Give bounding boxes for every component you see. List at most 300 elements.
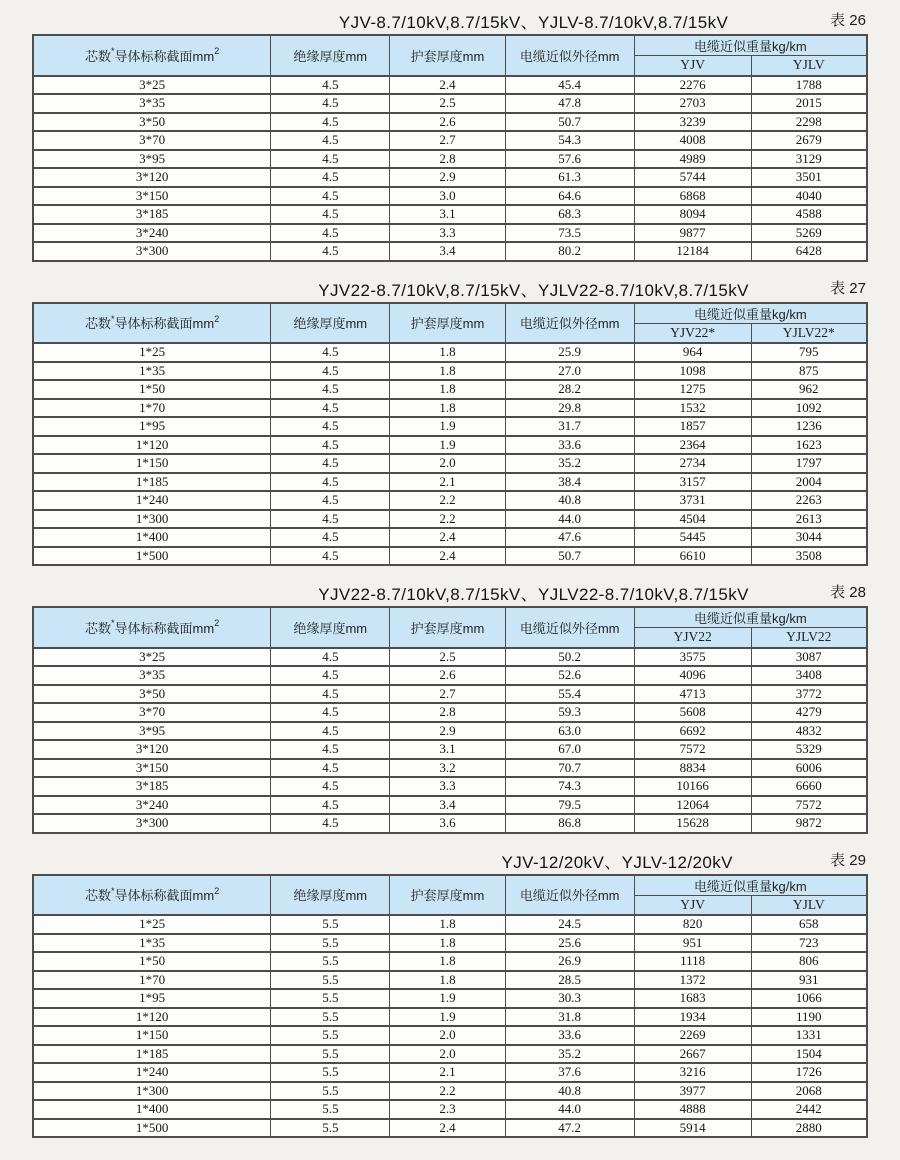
- outer-diameter-cell: 47.6: [505, 528, 634, 547]
- sheath-thickness-cell: 1.9: [390, 417, 505, 436]
- insulation-thickness-cell: 5.5: [271, 1100, 390, 1119]
- spec-label-part: 芯数: [84, 48, 111, 64]
- sheath-thickness-cell: 3.1: [390, 205, 505, 224]
- header-row-main: [33, 303, 867, 324]
- spec-cell: 3*300: [33, 814, 271, 833]
- sheath-thickness-cell: 2.9: [390, 722, 505, 741]
- sheath-thickness-cell: 3.4: [390, 796, 505, 815]
- spec-footnote-mark: *: [111, 313, 115, 324]
- column-header-diameter: 电缆近似外径mm: [505, 303, 634, 344]
- weight-col2-cell: 7572: [751, 796, 867, 815]
- sheath-thickness-cell: 2.6: [390, 113, 505, 132]
- spec-cell: 1*70: [33, 971, 271, 990]
- weight-col1-cell: 2703: [634, 94, 751, 113]
- sheath-thickness-cell: 2.7: [390, 685, 505, 704]
- table-title-row: [32, 847, 868, 871]
- outer-diameter-cell: 47.2: [505, 1119, 634, 1138]
- header-row-main: [33, 35, 867, 56]
- spec-cell: 3*240: [33, 796, 271, 815]
- outer-diameter-cell: 50.7: [505, 113, 634, 132]
- weight-col2-cell: 5269: [751, 224, 867, 243]
- table-row: [33, 417, 867, 436]
- table-section: [32, 275, 868, 567]
- outer-diameter-cell: 33.6: [505, 1026, 634, 1045]
- weight-col2-cell: 2068: [751, 1082, 867, 1101]
- sheath-thickness-cell: 2.5: [390, 648, 505, 667]
- sheath-thickness-cell: 1.8: [390, 343, 505, 362]
- table-row: [33, 510, 867, 529]
- spec-cell: 1*185: [33, 473, 271, 492]
- spec-cell: 3*25: [33, 648, 271, 667]
- sheath-thickness-cell: 2.6: [390, 666, 505, 685]
- table-section: [32, 847, 868, 1139]
- outer-diameter-cell: 28.5: [505, 971, 634, 990]
- spec-cell: 1*25: [33, 915, 271, 934]
- spec-label-part: 导体标称截面mm: [114, 888, 215, 904]
- insulation-thickness-cell: 4.5: [271, 362, 390, 381]
- outer-diameter-cell: 40.8: [505, 491, 634, 510]
- weight-col2-cell: 4040: [751, 187, 867, 206]
- weight-col2-cell: 9872: [751, 814, 867, 833]
- table-row: [33, 952, 867, 971]
- table-row: [33, 491, 867, 510]
- weight-col2-cell: 2263: [751, 491, 867, 510]
- weight-col1-cell: 8834: [634, 759, 751, 778]
- table-row: [33, 648, 867, 667]
- weight-col1-cell: 2269: [634, 1026, 751, 1045]
- spec-cell: 1*95: [33, 417, 271, 436]
- insulation-thickness-cell: 5.5: [271, 1026, 390, 1045]
- insulation-thickness-cell: 4.5: [271, 205, 390, 224]
- table-section: [32, 7, 868, 262]
- column-header-spec: [33, 607, 271, 648]
- table-row: [33, 740, 867, 759]
- table-body: [33, 648, 867, 833]
- weight-col2-cell: 723: [751, 934, 867, 953]
- weight-subcolumn-header: YJV22: [634, 628, 751, 648]
- weight-col1-cell: 964: [634, 343, 751, 362]
- sheath-thickness-cell: 2.2: [390, 491, 505, 510]
- table-title-row: [32, 7, 868, 31]
- weight-col2-cell: 1066: [751, 989, 867, 1008]
- spec-cell: 1*150: [33, 1026, 271, 1045]
- sheath-thickness-cell: 1.9: [390, 1008, 505, 1027]
- outer-diameter-cell: 45.4: [505, 76, 634, 95]
- weight-col1-cell: 4888: [634, 1100, 751, 1119]
- outer-diameter-cell: 70.7: [505, 759, 634, 778]
- weight-col1-cell: 5608: [634, 703, 751, 722]
- table-row: [33, 722, 867, 741]
- spec-cell: 3*185: [33, 777, 271, 796]
- insulation-thickness-cell: 5.5: [271, 1119, 390, 1138]
- insulation-thickness-cell: 4.5: [271, 76, 390, 95]
- table-row: [33, 814, 867, 833]
- weight-col1-cell: 5914: [634, 1119, 751, 1138]
- spec-label-part: 芯数: [84, 888, 111, 904]
- weight-col2-cell: 4279: [751, 703, 867, 722]
- weight-subcolumn-header: YJLV22: [751, 628, 867, 648]
- spec-cell: 3*95: [33, 722, 271, 741]
- table-title: YJV22-8.7/10kV,8.7/15kV、YJLV22-8.7/10kV,8.7/15kV: [318, 585, 749, 604]
- sheath-thickness-cell: 3.1: [390, 740, 505, 759]
- table-row: [33, 454, 867, 473]
- outer-diameter-cell: 25.6: [505, 934, 634, 953]
- spec-cell: 3*35: [33, 94, 271, 113]
- table-number: 表 27: [830, 279, 866, 297]
- insulation-thickness-cell: 4.5: [271, 399, 390, 418]
- sheath-thickness-cell: 2.3: [390, 1100, 505, 1119]
- outer-diameter-cell: 67.0: [505, 740, 634, 759]
- weight-col1-cell: 4504: [634, 510, 751, 529]
- outer-diameter-cell: 47.8: [505, 94, 634, 113]
- weight-col2-cell: 1797: [751, 454, 867, 473]
- outer-diameter-cell: 38.4: [505, 473, 634, 492]
- table-row: [33, 168, 867, 187]
- weight-col1-cell: 1683: [634, 989, 751, 1008]
- column-header-sheath: 护套厚度mm: [390, 35, 505, 76]
- insulation-thickness-cell: 4.5: [271, 685, 390, 704]
- weight-subcolumn-header: YJV: [634, 56, 751, 76]
- spec-cell: 3*240: [33, 224, 271, 243]
- weight-col1-cell: 6868: [634, 187, 751, 206]
- table-body: [33, 915, 867, 1137]
- spec-cell: 3*70: [33, 703, 271, 722]
- column-header-spec: [33, 875, 271, 916]
- insulation-thickness-cell: 4.5: [271, 777, 390, 796]
- insulation-thickness-cell: 4.5: [271, 473, 390, 492]
- outer-diameter-cell: 63.0: [505, 722, 634, 741]
- insulation-thickness-cell: 4.5: [271, 648, 390, 667]
- column-header-insulation: 绝缘厚度mm: [271, 35, 390, 76]
- table-row: [33, 473, 867, 492]
- weight-col2-cell: 3087: [751, 648, 867, 667]
- outer-diameter-cell: 73.5: [505, 224, 634, 243]
- table-title-row: [32, 579, 868, 603]
- outer-diameter-cell: 86.8: [505, 814, 634, 833]
- weight-col2-cell: 1331: [751, 1026, 867, 1045]
- weight-col1-cell: 1532: [634, 399, 751, 418]
- weight-col1-cell: 10166: [634, 777, 751, 796]
- spec-cell: 3*150: [33, 187, 271, 206]
- sheath-thickness-cell: 2.8: [390, 703, 505, 722]
- sheath-thickness-cell: 1.8: [390, 362, 505, 381]
- weight-col1-cell: 951: [634, 934, 751, 953]
- column-header-weight: 电缆近似重量kg/km: [634, 303, 867, 324]
- weight-col2-cell: 3501: [751, 168, 867, 187]
- insulation-thickness-cell: 5.5: [271, 1082, 390, 1101]
- insulation-thickness-cell: 4.5: [271, 242, 390, 261]
- outer-diameter-cell: 61.3: [505, 168, 634, 187]
- table-body: [33, 343, 867, 565]
- insulation-thickness-cell: 5.5: [271, 1063, 390, 1082]
- sheath-thickness-cell: 2.7: [390, 131, 505, 150]
- table-row: [33, 113, 867, 132]
- outer-diameter-cell: 31.8: [505, 1008, 634, 1027]
- column-header-insulation: 绝缘厚度mm: [271, 303, 390, 344]
- weight-col1-cell: 15628: [634, 814, 751, 833]
- weight-col2-cell: 3508: [751, 547, 867, 566]
- spec-cell: 1*500: [33, 547, 271, 566]
- insulation-thickness-cell: 4.5: [271, 168, 390, 187]
- weight-col1-cell: 6610: [634, 547, 751, 566]
- spec-superscript: 2: [214, 313, 220, 324]
- table-row: [33, 224, 867, 243]
- spec-cell: 1*120: [33, 436, 271, 455]
- weight-col1-cell: 4989: [634, 150, 751, 169]
- table-row: [33, 528, 867, 547]
- outer-diameter-cell: 55.4: [505, 685, 634, 704]
- insulation-thickness-cell: 4.5: [271, 131, 390, 150]
- weight-col2-cell: 806: [751, 952, 867, 971]
- outer-diameter-cell: 64.6: [505, 187, 634, 206]
- insulation-thickness-cell: 4.5: [271, 814, 390, 833]
- outer-diameter-cell: 52.6: [505, 666, 634, 685]
- column-header-weight: 电缆近似重量kg/km: [634, 875, 867, 896]
- table-header: [33, 607, 867, 648]
- table-header: [33, 875, 867, 916]
- insulation-thickness-cell: 4.5: [271, 759, 390, 778]
- insulation-thickness-cell: 4.5: [271, 796, 390, 815]
- sheath-thickness-cell: 2.4: [390, 547, 505, 566]
- spec-footnote-mark: *: [111, 618, 115, 629]
- column-header-diameter: 电缆近似外径mm: [505, 875, 634, 916]
- insulation-thickness-cell: 4.5: [271, 740, 390, 759]
- spec-cell: 3*120: [33, 740, 271, 759]
- outer-diameter-cell: 25.9: [505, 343, 634, 362]
- table-title: YJV-12/20kV、YJLV-12/20kV: [501, 852, 733, 872]
- spec-cell: 1*300: [33, 510, 271, 529]
- weight-col1-cell: 12064: [634, 796, 751, 815]
- weight-col2-cell: 6660: [751, 777, 867, 796]
- sheath-thickness-cell: 2.5: [390, 94, 505, 113]
- spec-label-part: 导体标称截面mm: [114, 48, 215, 64]
- table-title: YJV22-8.7/10kV,8.7/15kV、YJLV22-8.7/10kV,8.7/15kV: [318, 280, 749, 300]
- table-row: [33, 187, 867, 206]
- weight-col2-cell: 3129: [751, 150, 867, 169]
- sheath-thickness-cell: 2.4: [390, 1119, 505, 1138]
- table-row: [33, 1063, 867, 1082]
- spec-superscript: 2: [214, 885, 220, 896]
- spec-cell: 3*70: [33, 131, 271, 150]
- spec-label-part: 导体标称截面mm: [114, 316, 215, 332]
- insulation-thickness-cell: 4.5: [271, 722, 390, 741]
- insulation-thickness-cell: 4.5: [271, 150, 390, 169]
- outer-diameter-cell: 35.2: [505, 1045, 634, 1064]
- table-row: [33, 436, 867, 455]
- table-row: [33, 666, 867, 685]
- spec-cell: 3*300: [33, 242, 271, 261]
- table-row: [33, 547, 867, 566]
- spec-superscript: 2: [214, 618, 220, 629]
- weight-col2-cell: 2880: [751, 1119, 867, 1138]
- spec-label-part: 导体标称截面mm: [114, 620, 215, 636]
- outer-diameter-cell: 24.5: [505, 915, 634, 934]
- weight-col1-cell: 6692: [634, 722, 751, 741]
- sheath-thickness-cell: 1.9: [390, 989, 505, 1008]
- table-row: [33, 1119, 867, 1138]
- insulation-thickness-cell: 5.5: [271, 989, 390, 1008]
- insulation-thickness-cell: 4.5: [271, 113, 390, 132]
- sheath-thickness-cell: 1.8: [390, 399, 505, 418]
- outer-diameter-cell: 31.7: [505, 417, 634, 436]
- sheath-thickness-cell: 2.0: [390, 1045, 505, 1064]
- outer-diameter-cell: 29.8: [505, 399, 634, 418]
- weight-col2-cell: 962: [751, 380, 867, 399]
- spec-label-part: 芯数: [84, 316, 111, 332]
- sheath-thickness-cell: 1.8: [390, 971, 505, 990]
- insulation-thickness-cell: 5.5: [271, 934, 390, 953]
- sheath-thickness-cell: 1.9: [390, 436, 505, 455]
- table-body: [33, 76, 867, 261]
- insulation-thickness-cell: 5.5: [271, 971, 390, 990]
- spec-cell: 1*240: [33, 491, 271, 510]
- insulation-thickness-cell: 4.5: [271, 417, 390, 436]
- sheath-thickness-cell: 2.4: [390, 76, 505, 95]
- table-number: 表 29: [830, 851, 866, 869]
- weight-col2-cell: 2613: [751, 510, 867, 529]
- spec-cell: 1*400: [33, 1100, 271, 1119]
- weight-col1-cell: 5744: [634, 168, 751, 187]
- weight-col1-cell: 3575: [634, 648, 751, 667]
- table-row: [33, 205, 867, 224]
- sheath-thickness-cell: 1.8: [390, 934, 505, 953]
- weight-col1-cell: 2667: [634, 1045, 751, 1064]
- weight-col1-cell: 3977: [634, 1082, 751, 1101]
- spec-cell: 3*120: [33, 168, 271, 187]
- spec-cell: 1*150: [33, 454, 271, 473]
- table-row: [33, 1082, 867, 1101]
- outer-diameter-cell: 54.3: [505, 131, 634, 150]
- header-row-main: [33, 875, 867, 896]
- weight-col2-cell: 658: [751, 915, 867, 934]
- spec-cell: 1*50: [33, 952, 271, 971]
- sheath-thickness-cell: 3.3: [390, 224, 505, 243]
- table-title-row: [32, 275, 868, 299]
- weight-col1-cell: 1372: [634, 971, 751, 990]
- spec-cell: 3*150: [33, 759, 271, 778]
- insulation-thickness-cell: 4.5: [271, 187, 390, 206]
- column-header-insulation: 绝缘厚度mm: [271, 875, 390, 916]
- sheath-thickness-cell: 2.0: [390, 1026, 505, 1045]
- table-row: [33, 362, 867, 381]
- table-row: [33, 777, 867, 796]
- weight-col2-cell: 6428: [751, 242, 867, 261]
- table-header: [33, 303, 867, 344]
- outer-diameter-cell: 40.8: [505, 1082, 634, 1101]
- insulation-thickness-cell: 4.5: [271, 703, 390, 722]
- table-row: [33, 1008, 867, 1027]
- weight-col1-cell: 9877: [634, 224, 751, 243]
- outer-diameter-cell: 26.9: [505, 952, 634, 971]
- weight-subcolumn-header: YJLV22*: [751, 323, 867, 343]
- sheath-thickness-cell: 3.6: [390, 814, 505, 833]
- spec-label-part: 芯数: [84, 620, 111, 636]
- weight-col1-cell: 12184: [634, 242, 751, 261]
- outer-diameter-cell: 50.2: [505, 648, 634, 667]
- spec-cell: 1*35: [33, 362, 271, 381]
- column-header-insulation: 绝缘厚度mm: [271, 607, 390, 648]
- spec-table: [32, 874, 868, 1139]
- weight-col2-cell: 1623: [751, 436, 867, 455]
- outer-diameter-cell: 80.2: [505, 242, 634, 261]
- outer-diameter-cell: 79.5: [505, 796, 634, 815]
- spec-cell: 1*95: [33, 989, 271, 1008]
- sheath-thickness-cell: 2.8: [390, 150, 505, 169]
- table-row: [33, 242, 867, 261]
- insulation-thickness-cell: 4.5: [271, 547, 390, 566]
- outer-diameter-cell: 68.3: [505, 205, 634, 224]
- sheath-thickness-cell: 2.0: [390, 454, 505, 473]
- table-row: [33, 759, 867, 778]
- table-row: [33, 94, 867, 113]
- outer-diameter-cell: 50.7: [505, 547, 634, 566]
- table-row: [33, 1100, 867, 1119]
- sheath-thickness-cell: 1.8: [390, 952, 505, 971]
- insulation-thickness-cell: 5.5: [271, 1008, 390, 1027]
- weight-col1-cell: 3239: [634, 113, 751, 132]
- sheath-thickness-cell: 3.0: [390, 187, 505, 206]
- insulation-thickness-cell: 4.5: [271, 94, 390, 113]
- outer-diameter-cell: 59.3: [505, 703, 634, 722]
- table-row: [33, 1045, 867, 1064]
- column-header-sheath: 护套厚度mm: [390, 303, 505, 344]
- sheath-thickness-cell: 1.8: [390, 915, 505, 934]
- outer-diameter-cell: 30.3: [505, 989, 634, 1008]
- table-section: [32, 579, 868, 834]
- weight-col1-cell: 8094: [634, 205, 751, 224]
- weight-col2-cell: 3772: [751, 685, 867, 704]
- weight-col2-cell: 2015: [751, 94, 867, 113]
- weight-col1-cell: 3157: [634, 473, 751, 492]
- weight-col1-cell: 4096: [634, 666, 751, 685]
- table-row: [33, 796, 867, 815]
- insulation-thickness-cell: 4.5: [271, 510, 390, 529]
- weight-col2-cell: 1236: [751, 417, 867, 436]
- table-row: [33, 703, 867, 722]
- column-header-diameter: 电缆近似外径mm: [505, 607, 634, 648]
- table-row: [33, 150, 867, 169]
- column-header-weight: 电缆近似重量kg/km: [634, 35, 867, 56]
- weight-col1-cell: 820: [634, 915, 751, 934]
- outer-diameter-cell: 33.6: [505, 436, 634, 455]
- weight-col2-cell: 875: [751, 362, 867, 381]
- column-header-spec: [33, 303, 271, 344]
- weight-col1-cell: 3731: [634, 491, 751, 510]
- weight-subcolumn-header: YJLV: [751, 56, 867, 76]
- weight-col1-cell: 1934: [634, 1008, 751, 1027]
- spec-table: [32, 34, 868, 262]
- spec-footnote-mark: *: [111, 885, 115, 896]
- sheath-thickness-cell: 2.2: [390, 510, 505, 529]
- spec-cell: 1*300: [33, 1082, 271, 1101]
- table-header: [33, 35, 867, 76]
- weight-col2-cell: 4588: [751, 205, 867, 224]
- insulation-thickness-cell: 4.5: [271, 343, 390, 362]
- spec-table: [32, 606, 868, 834]
- table-row: [33, 76, 867, 95]
- weight-col2-cell: 3044: [751, 528, 867, 547]
- table-row: [33, 343, 867, 362]
- spec-cell: 3*50: [33, 685, 271, 704]
- spec-cell: 1*400: [33, 528, 271, 547]
- column-header-sheath: 护套厚度mm: [390, 875, 505, 916]
- weight-col2-cell: 1092: [751, 399, 867, 418]
- spec-cell: 1*25: [33, 343, 271, 362]
- weight-col1-cell: 1118: [634, 952, 751, 971]
- insulation-thickness-cell: 4.5: [271, 666, 390, 685]
- insulation-thickness-cell: 5.5: [271, 952, 390, 971]
- table-row: [33, 915, 867, 934]
